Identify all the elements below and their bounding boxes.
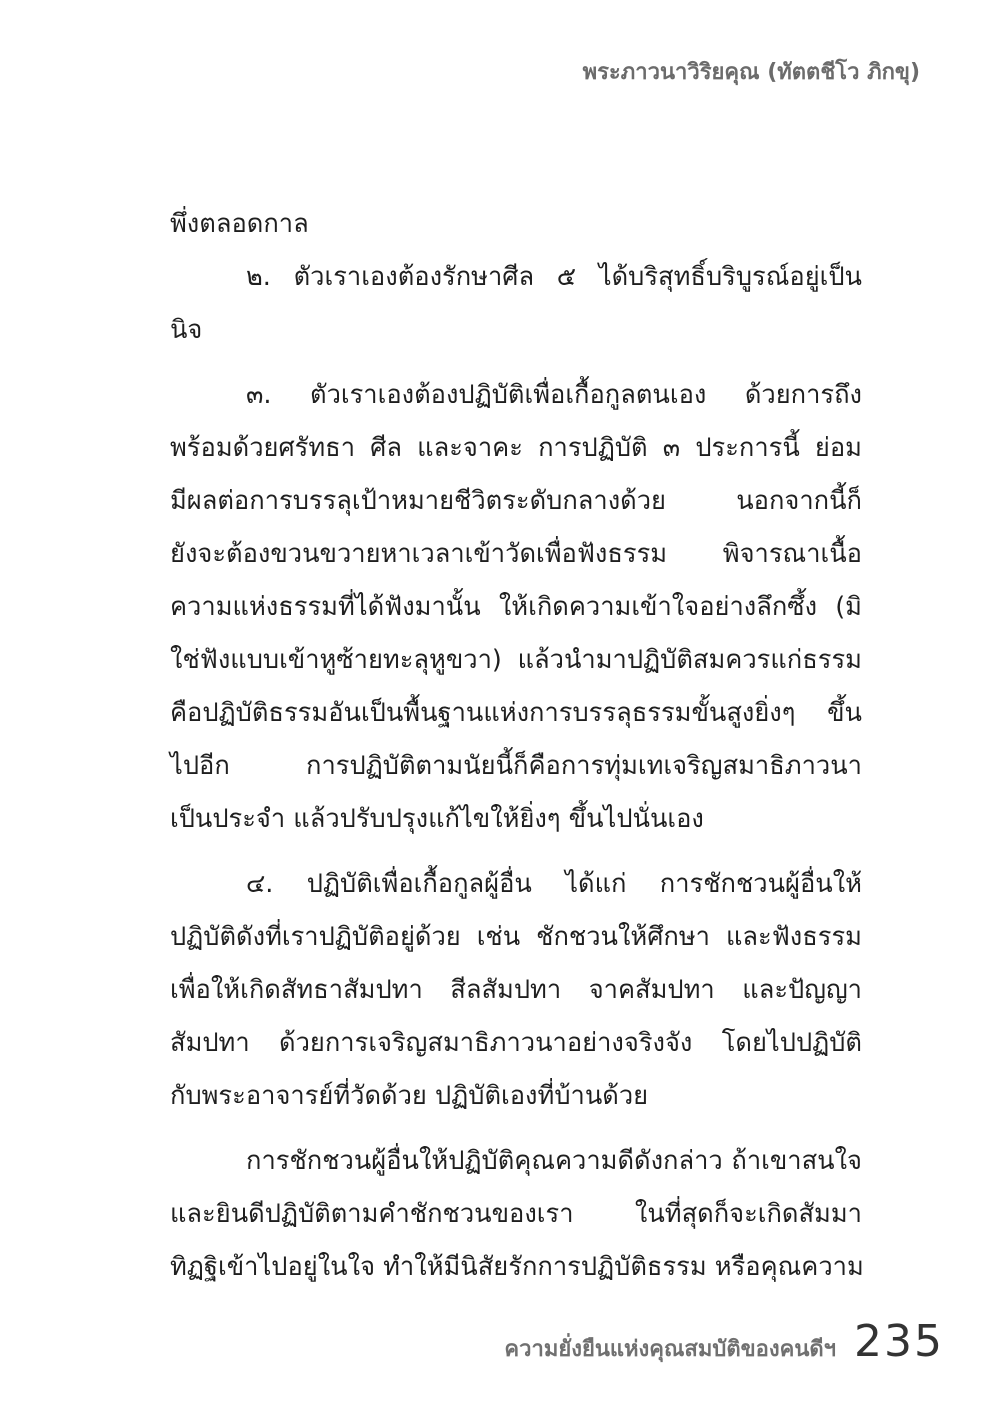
- text-line: มีผลต่อการบรรลุเป้าหมายชีวิตระดับกลางด้วย นอกจากนี้ก็: [170, 486, 862, 516]
- text-line: ใช่ฟังแบบเข้าหูซ้ายทะลุหูขวา) แล้วนำมาปฏิบัติสมควรแก่ธรรม: [170, 645, 862, 675]
- running-header: พระภาวนาวิริยคุณ (ทัตตชีโว ภิกขุ): [582, 60, 920, 85]
- paragraph-item-4: [170, 858, 862, 1123]
- text-line: พร้อมด้วยศรัทธา ศีล และจาคะ การปฏิบัติ ๓ ประการนี้ ย่อม: [170, 433, 862, 463]
- footer-book-title: ความยั่งยืนแห่งคุณสมบัติของคนดีฯ: [504, 1337, 837, 1362]
- text-line: สัมปทา ด้วยการเจริญสมาธิภาวนาอย่างจริงจัง โดยไปปฏิบัติ: [170, 1028, 862, 1058]
- paragraph-item-3: [170, 369, 862, 846]
- text-line: เพื่อให้เกิดสัทธาสัมปทา สีลสัมปทา จาคสัมปทา และปัญญา: [170, 975, 862, 1005]
- text-line: ๒. ตัวเราเองต้องรักษาศีล ๕ ได้บริสุทธิ์บริบูรณ์อยู่เป็น: [246, 262, 862, 292]
- text-line: พึ่งตลอดกาล: [170, 209, 309, 239]
- page-number: 235: [854, 1316, 944, 1367]
- body-text: [170, 198, 862, 1294]
- text-line: ยังจะต้องขวนขวายหาเวลาเข้าวัดเพื่อฟังธรรม พิจารณาเนื้อ: [170, 539, 862, 569]
- text-line: เป็นประจำ แล้วปรับปรุงแก้ไขให้ยิ่งๆ ขึ้นไปนั่นเอง: [170, 804, 704, 834]
- text-line: ทิฏฐิเข้าไปอยู่ในใจ ทำให้มีนิสัยรักการปฏิบัติธรรม หรือคุณความ: [170, 1252, 864, 1282]
- text-line: ๓. ตัวเราเองต้องปฏิบัติเพื่อเกื้อกูลตนเอง ด้วยการถึง: [246, 380, 862, 410]
- text-line: การชักชวนผู้อื่นให้ปฏิบัติคุณความดีดังกล่าว ถ้าเขาสนใจ: [246, 1146, 862, 1176]
- text-line: ไปอีก การปฏิบัติตามนัยนี้ก็คือการทุ่มเทเจริญสมาธิภาวนา: [170, 751, 862, 781]
- text-line: กับพระอาจารย์ที่วัดด้วย ปฏิบัติเองที่บ้านด้วย: [170, 1081, 649, 1111]
- paragraph-1: [170, 198, 862, 251]
- text-line: และยินดีปฏิบัติตามคำชักชวนของเรา ในที่สุดก็จะเกิดสัมมา: [170, 1199, 862, 1229]
- text-line: นิจ: [170, 315, 203, 345]
- text-line: ๔. ปฏิบัติเพื่อเกื้อกูลผู้อื่น ได้แก่ การชักชวนผู้อื่นให้: [246, 869, 862, 899]
- paragraph-invitation: [170, 1135, 862, 1294]
- text-line: คือปฏิบัติธรรมอันเป็นพื้นฐานแห่งการบรรลุธรรมขั้นสูงยิ่งๆ ขึ้น: [170, 698, 862, 728]
- text-line: ปฏิบัติดังที่เราปฏิบัติอยู่ด้วย เช่น ชักชวนให้ศึกษา และฟังธรรม: [170, 922, 862, 952]
- text-line: ความแห่งธรรมที่ได้ฟังมานั้น ให้เกิดความเข้าใจอย่างลึกซึ้ง (มิ: [170, 592, 862, 622]
- page-footer: [504, 1316, 944, 1367]
- paragraph-item-2: [170, 251, 862, 357]
